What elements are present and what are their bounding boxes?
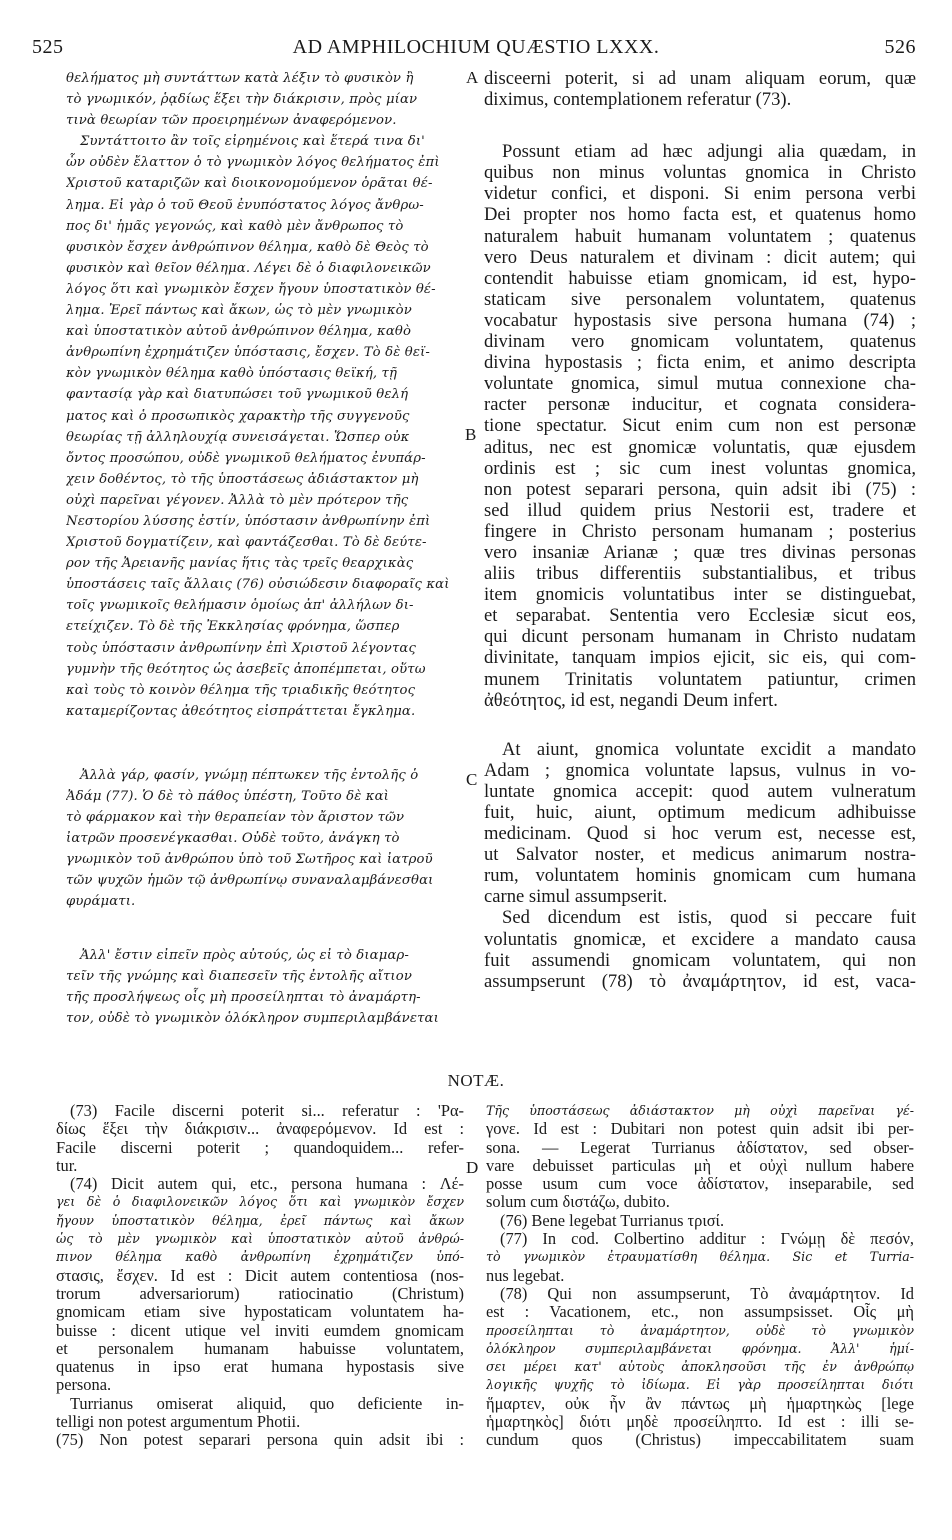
note-line: (73) Facile discerni poterit si... referatur : 'Ρα-	[70, 1102, 464, 1120]
greek-line: ματος καὶ ὁ προσωπικὸς χαρακτὴρ τῆς συγγενοῦς	[66, 408, 410, 424]
latin-line: sed illud quidem prius Nestorii est, tradere et	[484, 499, 916, 521]
greek-line: κὸν γνωμικὸν θέλημα καθὸ ὑπόστασις θεϊκή, τῇ	[66, 366, 398, 382]
note-line: Τῆς ὑποστάσεως ἀδιάστακτον μὴ οὐχὶ παρεῖναι γέ-	[486, 1103, 914, 1118]
greek-line: ὄντος προσώπου, οὐδὲ γνωμικοῦ θελήματος ἐνυπάρ-	[66, 450, 426, 466]
note-line: sona. — Legerat Turrianus ἀδίστατον, sed obser-	[486, 1138, 914, 1157]
latin-line: ordinis est ; sic cum inest voluntas gnomica,	[484, 457, 916, 479]
greek-line: τῶν ψυχῶν ἡμῶν τῷ ἀνθρωπίνῳ συναναλαμβάνεσθαι	[66, 873, 434, 889]
note-line: est : Vacationem, etc., non assumpsisset. Οἷς μὴ	[486, 1303, 914, 1322]
latin-line: ut Salvator noster, et medicus animarum nostra-	[484, 844, 916, 866]
greek-line: τεῖν τῆς γνώμης καὶ διαπεσεῖν τῆς ἐντολῆς αἴτιον	[66, 968, 412, 984]
latin-line: fuit, huic, aiunt, optimum medicum adhibuisse	[484, 802, 916, 823]
latin-line: luntate gnomica accepit: quod autem vulneratum	[484, 780, 916, 802]
note-line: Turrianus omiserat aliquid, quo deficiente in-	[70, 1394, 464, 1413]
greek-line: ἀνθρωπίνη ἐχρημάτιζεν ὑπόστασις, ἔσχεν. Τὸ δὲ θεϊ-	[66, 345, 431, 361]
latin-line: staticam sive personalem voluntatem, quatenus	[484, 288, 916, 310]
latin-line: contendit habuisse etiam gnomicam, id est, hypo-	[484, 267, 916, 289]
greek-line: Ἀλλὰ γάρ, φασίν, γνώμῃ πέπτωκεν τῆς ἐντολῆς ὁ	[80, 767, 419, 783]
greek-line: τὸ φάρμακον καὶ τὴν θεραπείαν τὸν ἄριστον τῶν	[66, 810, 405, 826]
greek-line: τῆς προσλήψεως οἷς μὴ προσείληπται τὸ ἀναμάρτη-	[66, 989, 421, 1005]
latin-line: Possunt etiam ad hæc adjungi alia quædam, in	[502, 141, 916, 163]
greek-line: γυμνὴν τῆς θεότητος ὡς ἀσεβεῖς ἀποπέμπεται, οὕτω	[66, 661, 426, 677]
greek-line: ἰατρῶν προσενέγκασθαι. Οὐδὲ τοῦτο, ἀνάγκη τὸ	[66, 831, 400, 847]
notes-right-column	[486, 1102, 914, 1450]
note-line: τὸ γνωμικὸν ἐτραυματίσθη θέλημα. Sic et Turria-	[486, 1249, 914, 1265]
greek-line: φυράματι.	[66, 894, 136, 910]
note-line: telligi non potest argumentum Photii.	[56, 1413, 301, 1432]
greek-line: ρον τῆς Ἀρειανῆς μανίας ἥτις τὰς τρεῖς θεαρχικὰς	[66, 556, 414, 572]
page-number-left: 525	[32, 36, 64, 58]
greek-line: Συντάττοιτο ἂν τοῖς εἰρημένοις καὶ ἕτερά τινα δι'	[80, 134, 425, 150]
greek-line: ετείχιζεν. Τὸ δὲ τῆς Ἐκκλησίας φρόνημα, ὥσπερ	[66, 619, 400, 635]
note-line: solum cum διστάζω, dubito.	[486, 1193, 670, 1212]
margin-letter-a: A	[466, 68, 479, 87]
latin-line: Adam ; gnomica voluntate lapsus, vulnus in vo-	[484, 759, 916, 781]
latin-line: videtur confici, et disponi. Si enim persona verbi	[484, 183, 916, 205]
latin-line: medicinam. Quod si hoc verum est, necesse est,	[484, 823, 916, 845]
latin-line: At aiunt, gnomica voluntate excidit a mandato	[502, 738, 916, 760]
margin-letter-d: D	[466, 1158, 479, 1177]
latin-line: vero insaniæ Arianæ ; quæ tres divinas personas	[484, 541, 916, 563]
note-line: gnomicam etiam sive hypostaticam voluntatem ha-	[56, 1303, 464, 1322]
note-line: (75) Non potest separari persona quin adsit ibi :	[56, 1431, 464, 1450]
latin-line: munem Trinitatis voluntatem patiuntur, crimen	[484, 668, 916, 690]
greek-line: καὶ ὑποστατικὸν αὐτοῦ ἀνθρώπινον θέλημα, καθὸ	[66, 324, 412, 340]
greek-line: οὐχὶ παρεῖναι γέγονεν. Ἀλλὰ τὸ μὲν πρότερον τῆς	[66, 492, 409, 508]
note-line: persona.	[56, 1376, 112, 1395]
note-line: δίως ἕξει τὴν διάκρισιν... ἀναφερόμενον. Id est :	[56, 1120, 464, 1139]
latin-line: aliis tribus differentiis substantialibus, et tribus	[484, 563, 916, 585]
latin-line: qui dicunt personam humanam in Christo nudatam	[484, 626, 916, 648]
note-line: γονε. Id est : Dubitari non potest quin adsit ibi per-	[486, 1120, 914, 1139]
note-line: (77) In cod. Colbertino additur : Γνώμῃ δὲ πεσόν,	[500, 1230, 914, 1249]
note-line: buisse : dicent utique vel inviti eumdem gnomicam	[56, 1321, 464, 1340]
note-line: et personalem humanam habuisse voluntatem,	[56, 1339, 464, 1358]
note-line: γει δὲ ὁ διαφιλονεικῶν λόγος ὅτι καὶ γνωμικὸν ἔσχεν	[56, 1194, 464, 1210]
note-line: ὁλόκληρον συμπεριλαμβάνεται φρόνημα. Ἀλλ' ἡμί-	[486, 1340, 914, 1356]
greek-line: ὑποστάσεις ταῖς ἄλλαις (76) οὐσιώδεσιν διαφοραῖς καὶ	[66, 577, 450, 593]
note-line: ἥμαρτεν, οὐκ ἦν ἂν πάντως μὴ ἡμαρτηκὼς [lege	[486, 1394, 914, 1413]
note-line: ἡμαρτηκὸς] διότι μηδὲ προσείληπτο. Id est : illi se-	[486, 1413, 914, 1432]
greek-line: θελήματος μὴ συντάττων κατὰ λέξιν τὸ φυσικὸν ἢ	[66, 71, 414, 86]
greek-line: λημα. Ἐρεῖ πάντως καὶ ἄκων, ὡς τὸ μὲν γνωμικὸν	[66, 303, 412, 319]
note-line: ὡς τὸ μὲν γνωμικὸν καὶ ὑποστατικὸν αὐτοῦ ἀνθρώ-	[56, 1231, 464, 1247]
note-line: (76) Bene legebat Turrianus τρισί.	[500, 1211, 725, 1230]
spacer	[484, 110, 916, 141]
latin-line: rum, voluntatem hominis gnomicam cum humana	[484, 865, 916, 887]
greek-line: τον, οὐδὲ τὸ γνωμικὸν ὁλόκληρον συμπεριλαμβάνεται	[66, 1010, 439, 1026]
margin-letter-b: B	[465, 425, 477, 444]
note-line: quatenus in ipso erat humana hypostasis sive	[56, 1358, 464, 1377]
greek-line: θεωρίας τῇ ἀλληλουχίᾳ συνεισάγεται. Ὥσπερ οὐκ	[66, 429, 410, 445]
greek-line: λημα. Εἰ γὰρ ὁ τοῦ Θεοῦ ἐνυπόστατος λόγος ἄνθρω-	[66, 197, 424, 213]
page-number-right: 526	[884, 36, 916, 58]
greek-line: φυσικὸν ἔσχεν ἀνθρώπινον θέλημα, καθὸ δὲ Θεὸς τὸ	[66, 239, 429, 255]
latin-line: vero Deus naturalem et divinam : dicit autem; qui	[484, 246, 916, 268]
latin-line: carne simul assumpserit.	[484, 886, 668, 908]
latin-line: fingere in Christo personam humanam ; posterius	[484, 520, 916, 542]
note-line: (74) Dicit autem qui, etc., persona humana : Λέ-	[70, 1175, 464, 1194]
greek-line: Ἀδάμ (77). Ὁ δὲ τὸ πάθος ὑπέστη, Τοῦτο δὲ καὶ	[66, 789, 389, 804]
greek-line: λόγος ὅτι καὶ γνωμικὸν ἔσχεν ἤγουν ὑποστατικὸν θέ-	[66, 281, 436, 297]
latin-line: voluntate gnomica, simul mutua connexione cha-	[484, 373, 916, 395]
margin-letter-c: C	[466, 770, 478, 789]
latin-line: diximus, contemplationem referatur (73).	[484, 89, 792, 111]
note-line: posse usum cum voce ἀδίστατον, inseparabile, sed	[486, 1175, 914, 1194]
latin-line: ἀθεότητος, id est, negandi Deum infert.	[484, 689, 778, 711]
latin-line: vocabatur hypostasis sive persona humana (74) ;	[484, 309, 916, 331]
greek-line: χειν δοθέντος, τὸ τῆς ὑποστάσεως ἀδιάστακτον μὴ	[66, 471, 419, 487]
spacer	[66, 913, 464, 945]
latin-line: divinam vero gnomicam voluntatem, quatenus	[484, 331, 916, 353]
notes-left-column	[56, 1102, 464, 1450]
note-line: προσείληπται τὸ ἀναμάρτητον, οὐδὲ τὸ γνωμικὸν	[486, 1322, 914, 1338]
greek-line: τοὺς ὑπόστασιν ἀνθρωπίνην ἐπὶ Χριστοῦ λέγοντας	[66, 640, 416, 656]
latin-line: Dei propter nos homo facta est, et quatenus homo	[484, 204, 916, 226]
latin-line: Sed dicendum est istis, quod si peccare fuit	[502, 907, 916, 929]
latin-line: disceerni poterit, si ad unam aliquam eorum, quæ	[484, 68, 916, 89]
latin-line: racter personæ inducitur, et cognata considera-	[484, 394, 916, 416]
note-line: nus legebat.	[486, 1266, 565, 1285]
greek-line: Χριστοῦ δογματίζειν, καὶ φαντάζεσθαι. Τὸ δὲ δεύτε-	[66, 535, 427, 551]
note-line: στασις, ἔσχεν. Id est : Dicit autem contentiosa (nos-	[56, 1266, 464, 1285]
greek-line: πος δι' ἡμᾶς γεγονώς, καὶ καθὸ μὲν ἄνθρωπος τὸ	[66, 218, 404, 234]
greek-line: τὸ γνωμικόν, ῥᾳδίως ἕξει τὴν διάκρισιν, πρὸς μίαν	[66, 92, 418, 108]
greek-line: φαντασίᾳ γὰρ καὶ διατυπώσει τοῦ γνωμικοῦ θελή	[66, 387, 409, 403]
greek-line: φυσικὸν καὶ θεῖον θέλημα. Λέγει δὲ ὁ διαφιλονεικῶν	[66, 260, 431, 276]
greek-line: Νεστορίου λύσσης ἐστίν, ὑπόστασιν ἀνθρωπίνην ἐπὶ	[66, 513, 431, 529]
spacer	[66, 722, 464, 765]
latin-line: divina hypostasis ; ficta enim, et animo descripta	[484, 352, 916, 374]
latin-text-column	[484, 68, 916, 992]
latin-line: quibus non minus voluntas gnomica in Christo	[484, 162, 916, 184]
latin-line: divinitate, tanquam impios ejicit, sic eis, qui com-	[484, 647, 916, 669]
note-line: σει μέρει κατ' αὐτοὺς ἀποκλησοῦσι τῆς ἐν ἀνθρώπῳ	[486, 1359, 914, 1375]
latin-line: naturalem habuit humanam voluntatem ; quatenus	[484, 225, 916, 247]
note-line: vare debuisset particulas μὴ et οὐχὶ nullum habere	[486, 1156, 914, 1175]
note-line: Facile discerni poterit ; quandoquidem... refer-	[56, 1138, 464, 1157]
greek-line: καταμερίζοντας ἀθεότητος εἰσπράττεται ἔγκλημα.	[66, 703, 416, 719]
greek-line: τινὰ θεωρίαν τῶν προειρημένων ἀναφερόμενον.	[66, 113, 397, 129]
note-line: cundum quos (Christus) impeccabilitatem suam	[486, 1431, 914, 1450]
greek-line: τοῖς γνωμικοῖς θελήμασιν ὁμοίως ἀπ' ἀλλήλων δι-	[66, 598, 414, 614]
greek-line: γνωμικὸν τοῦ ἀνθρώπου ὑπὸ τοῦ Σωτῆρος καὶ ἰατροῦ	[66, 852, 433, 868]
greek-line: καὶ τοὺς τὸ κοινὸν θέλημα τῆς τριαδικῆς θεότητος	[66, 682, 416, 698]
latin-line: assumpserunt (78) τὸ ἀναμάρτητον, id est, vaca-	[484, 970, 916, 992]
greek-text-column	[66, 68, 464, 1029]
greek-line: Χριστοῦ καταριζῶν καὶ διοικονομούμενον ὁρᾶται θέ-	[66, 176, 433, 192]
latin-line: voluntatis gnomicæ, et excidere a mandato causa	[484, 928, 916, 950]
latin-line: item gnomicis voluntatibus inter se distinguebat,	[484, 584, 916, 606]
note-line: πινον θέλημα καθὸ ἀνθρωπίνη ἐχρημάτιζεν ὑπό-	[56, 1249, 464, 1265]
spacer	[484, 711, 916, 739]
note-line: λογικῆς ψυχῆς τὸ ἰδίωμα. Εἰ γὰρ προσείληπται διότι	[486, 1377, 914, 1393]
note-line: ἤγουν ὑποστατικὸν θέλημα, ἐρεῖ πάντως καὶ ἄκων	[56, 1212, 464, 1228]
latin-line: tione spectatur. Sicut enim cum non est personæ	[484, 415, 916, 437]
notes-heading: NOTÆ.	[447, 1071, 505, 1090]
note-line: tur.	[56, 1156, 78, 1175]
latin-line: et separabat. Sententia vero Ecclesiæ sicut eos,	[484, 605, 916, 627]
running-title: AD AMPHILOCHIUM QUÆSTIO LXXX.	[292, 36, 660, 58]
latin-line: non potest separari persona, quin adsit ibi (75) :	[484, 478, 916, 500]
greek-line: ὧν οὐδὲν ἔλαττον ὁ τὸ γνωμικὸν λόγος θελήματος ἐπὶ	[66, 155, 440, 171]
latin-line: aditus, nec est gnomicæ voluntatis, quæ ejusdem	[484, 436, 916, 458]
note-line: (78) Qui non assumpserunt, Τὸ ἀναμάρτητον. Id	[500, 1284, 914, 1303]
latin-line: fuit assumendi gnomicam voluntatem, qui non	[484, 949, 916, 971]
note-line: trorum adversariorum) ratiocinatio (Christum)	[56, 1284, 464, 1303]
greek-line: Ἀλλ' ἔστιν εἰπεῖν πρὸς αὐτούς, ὡς εἰ τὸ διαμαρ-	[80, 947, 410, 963]
